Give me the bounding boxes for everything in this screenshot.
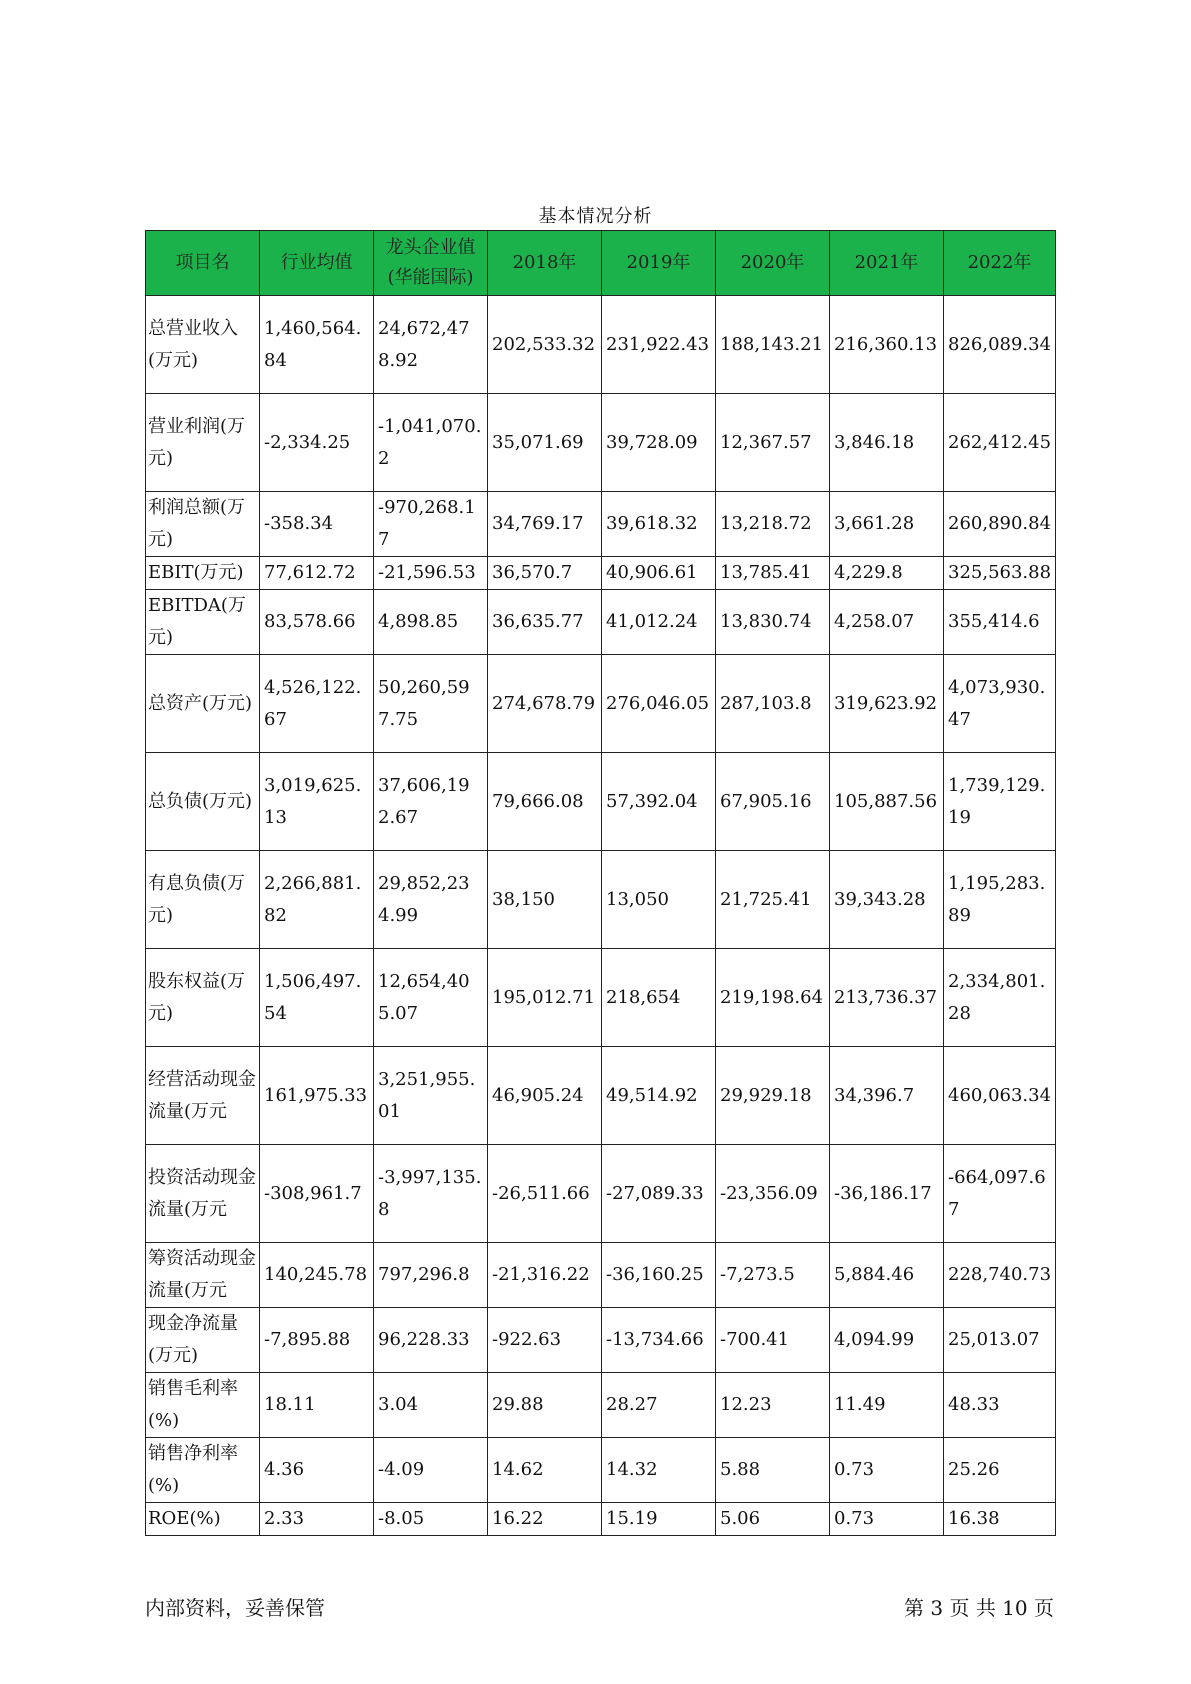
cell-value: 4,258.07 [830,590,944,655]
cell-value: 36,570.7 [488,557,602,590]
cell-value: 1,195,283.89 [944,851,1056,949]
cell-value: 39,618.32 [602,492,716,557]
cell-value: 355,414.6 [944,590,1056,655]
row-label: 总营业收入(万元) [146,296,260,394]
cell-value: 25.26 [944,1438,1056,1503]
cell-value: 4,073,930.47 [944,655,1056,753]
cell-value: 13,218.72 [716,492,830,557]
table-title: 基本情况分析 [538,206,653,227]
row-label: EBITDA(万元) [146,590,260,655]
table-row [146,1047,1056,1145]
cell-value: 39,728.09 [602,394,716,492]
cell-value: 216,360.13 [830,296,944,394]
cell-value: 161,975.33 [260,1047,374,1145]
table-row [146,1308,1056,1373]
table-row [146,557,1056,590]
cell-value: 48.33 [944,1373,1056,1438]
row-label: 投资活动现金流量(万元 [146,1145,260,1243]
cell-value: 195,012.71 [488,949,602,1047]
cell-value: 50,260,597.75 [374,655,488,753]
table-row [146,949,1056,1047]
cell-value: 287,103.8 [716,655,830,753]
cell-value: 35,071.69 [488,394,602,492]
cell-value: 46,905.24 [488,1047,602,1145]
cell-value: 3,661.28 [830,492,944,557]
row-label: 筹资活动现金流量(万元 [146,1243,260,1308]
cell-value: 276,046.05 [602,655,716,753]
cell-value: 49,514.92 [602,1047,716,1145]
cell-value: 25,013.07 [944,1308,1056,1373]
cell-value: -1,041,070.2 [374,394,488,492]
cell-value: 202,533.32 [488,296,602,394]
cell-value: 28.27 [602,1373,716,1438]
table-row [146,851,1056,949]
cell-value: 0.73 [830,1503,944,1536]
cell-value: 1,739,129.19 [944,753,1056,851]
cell-value: -2,334.25 [260,394,374,492]
cell-value: -4.09 [374,1438,488,1503]
cell-value: 1,506,497.54 [260,949,374,1047]
cell-value: 3,846.18 [830,394,944,492]
cell-value: 105,887.56 [830,753,944,851]
cell-value: -36,186.17 [830,1145,944,1243]
row-label: EBIT(万元) [146,557,260,590]
cell-value: 140,245.78 [260,1243,374,1308]
table-row [146,1145,1056,1243]
header-2018: 2018年 [488,231,602,296]
cell-value: 2,266,881.82 [260,851,374,949]
cell-value: 40,906.61 [602,557,716,590]
cell-value: 16.38 [944,1503,1056,1536]
row-label: 经营活动现金流量(万元 [146,1047,260,1145]
table-row [146,1243,1056,1308]
cell-value: 21,725.41 [716,851,830,949]
cell-value: 1,460,564.84 [260,296,374,394]
cell-value: 96,228.33 [374,1308,488,1373]
cell-value: 11.49 [830,1373,944,1438]
row-label: 利润总额(万元) [146,492,260,557]
cell-value: 13,785.41 [716,557,830,590]
header-2022: 2022年 [944,231,1056,296]
cell-value: 213,736.37 [830,949,944,1047]
row-label: 总资产(万元) [146,655,260,753]
cell-value: 3,019,625.13 [260,753,374,851]
analysis-table [145,230,1056,1536]
table-row [146,296,1056,394]
cell-value: -922.63 [488,1308,602,1373]
cell-value: 34,396.7 [830,1047,944,1145]
cell-value: 4.36 [260,1438,374,1503]
cell-value: 188,143.21 [716,296,830,394]
cell-value: 79,666.08 [488,753,602,851]
cell-value: 274,678.79 [488,655,602,753]
cell-value: 231,922.43 [602,296,716,394]
cell-value: 39,343.28 [830,851,944,949]
cell-value: 325,563.88 [944,557,1056,590]
cell-value: 13,050 [602,851,716,949]
cell-value: -3,997,135.8 [374,1145,488,1243]
cell-value: 36,635.77 [488,590,602,655]
header-item: 项目名 [146,231,260,296]
cell-value: 38,150 [488,851,602,949]
cell-value: 37,606,192.67 [374,753,488,851]
table-row [146,753,1056,851]
cell-value: 5.88 [716,1438,830,1503]
cell-value: 5,884.46 [830,1243,944,1308]
cell-value: 18.11 [260,1373,374,1438]
cell-value: -970,268.17 [374,492,488,557]
cell-value: 218,654 [602,949,716,1047]
cell-value: 16.22 [488,1503,602,1536]
cell-value: -7,895.88 [260,1308,374,1373]
cell-value: 5.06 [716,1503,830,1536]
cell-value: -13,734.66 [602,1308,716,1373]
cell-value: 460,063.34 [944,1047,1056,1145]
cell-value: 29,929.18 [716,1047,830,1145]
cell-value: 67,905.16 [716,753,830,851]
cell-value: -308,961.7 [260,1145,374,1243]
cell-value: 797,296.8 [374,1243,488,1308]
cell-value: 228,740.73 [944,1243,1056,1308]
row-label: 股东权益(万元) [146,949,260,1047]
cell-value: -27,089.33 [602,1145,716,1243]
cell-value: -8.05 [374,1503,488,1536]
row-label: 有息负债(万元) [146,851,260,949]
cell-value: 14.32 [602,1438,716,1503]
cell-value: 29.88 [488,1373,602,1438]
table-row [146,1438,1056,1503]
cell-value: 4,526,122.67 [260,655,374,753]
table-row [146,1373,1056,1438]
cell-value: 826,089.34 [944,296,1056,394]
row-label: 现金净流量(万元) [146,1308,260,1373]
cell-value: 41,012.24 [602,590,716,655]
table-row [146,492,1056,557]
cell-value: 4,898.85 [374,590,488,655]
table-row [146,655,1056,753]
cell-value: 4,229.8 [830,557,944,590]
cell-value: 3,251,955.01 [374,1047,488,1145]
header-2019: 2019年 [602,231,716,296]
cell-value: 24,672,478.92 [374,296,488,394]
cell-value: 14.62 [488,1438,602,1503]
row-label: ROE(%) [146,1503,260,1536]
cell-value: 319,623.92 [830,655,944,753]
cell-value: -7,273.5 [716,1243,830,1308]
cell-value: 2,334,801.28 [944,949,1056,1047]
cell-value: 12.23 [716,1373,830,1438]
row-label: 销售毛利率(%) [146,1373,260,1438]
cell-value: -21,596.53 [374,557,488,590]
cell-value: 15.19 [602,1503,716,1536]
footer-confidential: 内部资料，妥善保管 [145,1596,325,1620]
cell-value: 219,198.64 [716,949,830,1047]
header-2020: 2020年 [716,231,830,296]
cell-value: 57,392.04 [602,753,716,851]
header-industry-avg: 行业均值 [260,231,374,296]
cell-value: 12,654,405.07 [374,949,488,1047]
cell-value: 4,094.99 [830,1308,944,1373]
cell-value: 260,890.84 [944,492,1056,557]
table-row [146,1503,1056,1536]
cell-value: 3.04 [374,1373,488,1438]
cell-value: 262,412.45 [944,394,1056,492]
cell-value: 77,612.72 [260,557,374,590]
cell-value: 2.33 [260,1503,374,1536]
cell-value: 83,578.66 [260,590,374,655]
footer-page-number: 第 3 页 共 10 页 [904,1596,1054,1620]
cell-value: 34,769.17 [488,492,602,557]
cell-value: -23,356.09 [716,1145,830,1243]
cell-value: -21,316.22 [488,1243,602,1308]
cell-value: 0.73 [830,1438,944,1503]
header-row [146,231,1056,296]
row-label: 销售净利率(%) [146,1438,260,1503]
cell-value: -36,160.25 [602,1243,716,1308]
header-leader: 龙头企业值(华能国际) [374,231,488,296]
cell-value: -664,097.67 [944,1145,1056,1243]
table-row [146,394,1056,492]
cell-value: -358.34 [260,492,374,557]
cell-value: -700.41 [716,1308,830,1373]
cell-value: 12,367.57 [716,394,830,492]
cell-value: 13,830.74 [716,590,830,655]
table-row [146,590,1056,655]
cell-value: 29,852,234.99 [374,851,488,949]
header-2021: 2021年 [830,231,944,296]
cell-value: -26,511.66 [488,1145,602,1243]
row-label: 总负债(万元) [146,753,260,851]
row-label: 营业利润(万元) [146,394,260,492]
